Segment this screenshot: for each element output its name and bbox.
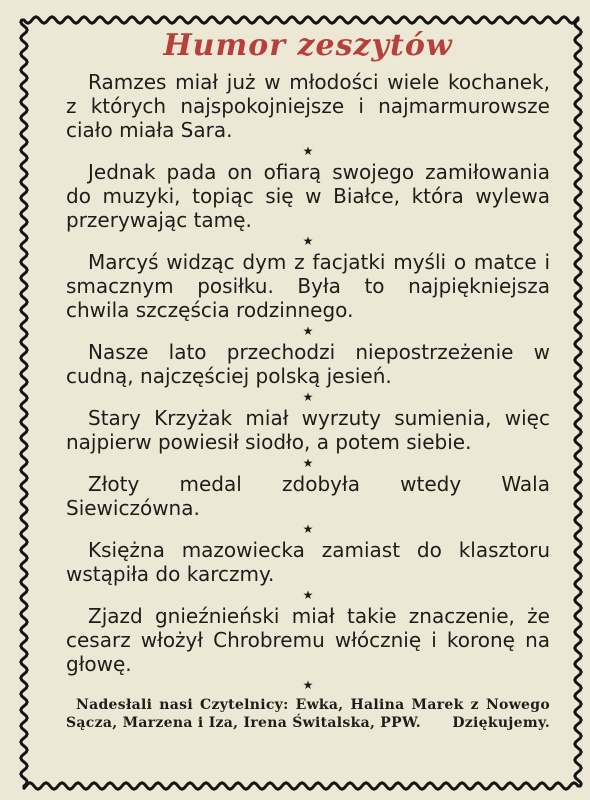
joke-1: Ramzes miał już w młodości wiele kochanek, z których najspokojniejsze i najmarmurowsze ciało miała Sara.: [66, 70, 550, 142]
star-separator-icon: ★: [302, 456, 314, 470]
star-separator-icon: ★: [302, 144, 314, 158]
star-separator-icon: ★: [302, 678, 314, 692]
joke-7: Księżna mazowiecka zamiast do klasztoru wstąpiła do karczmy.: [66, 538, 550, 586]
joke-3: Marcyś widząc dym z facjatki myśli o matce i smacznym posiłku. Była to najpiękniejsza chwila szczęścia rodzinnego.: [66, 250, 550, 322]
joke-5: Stary Krzyżak miał wyrzuty sumienia, więc najpierw powiesił siodło, a potem siebie.: [66, 406, 550, 454]
article: [66, 26, 550, 732]
joke-2: Jednak pada on ofiarą swojego zamiłowania do muzyki, topiąc się w Białce, która wylewa przerywając tamę.: [66, 160, 550, 232]
credits-thanks: Dziękujemy.: [452, 715, 550, 731]
star-separator-icon: ★: [302, 588, 314, 602]
joke-6: Złoty medal zdobyła wtedy Wala Siewiczówna.: [66, 472, 550, 520]
credits-text: Nadesłali nasi Czytelnicy: Ewka, Halina Marek z Nowego Sącza, Marzena i Iza, Irena Świtalska, PPW.: [66, 697, 550, 731]
star-separator-icon: ★: [302, 390, 314, 404]
star-separator-icon: ★: [302, 234, 314, 248]
article-title: Humor zeszytów: [163, 28, 453, 63]
star-separator-icon: ★: [302, 522, 314, 536]
joke-4: Nasze lato przechodzi niepostrzeżenie w cudną, najczęściej polską jesień.: [66, 340, 550, 388]
star-separator-icon: ★: [302, 324, 314, 338]
joke-8: Zjazd gnieźnieński miał takie znaczenie, że cesarz włożył Chrobremu włócznię i koronę na głowę.: [66, 604, 550, 676]
reader-credits: [66, 696, 550, 732]
